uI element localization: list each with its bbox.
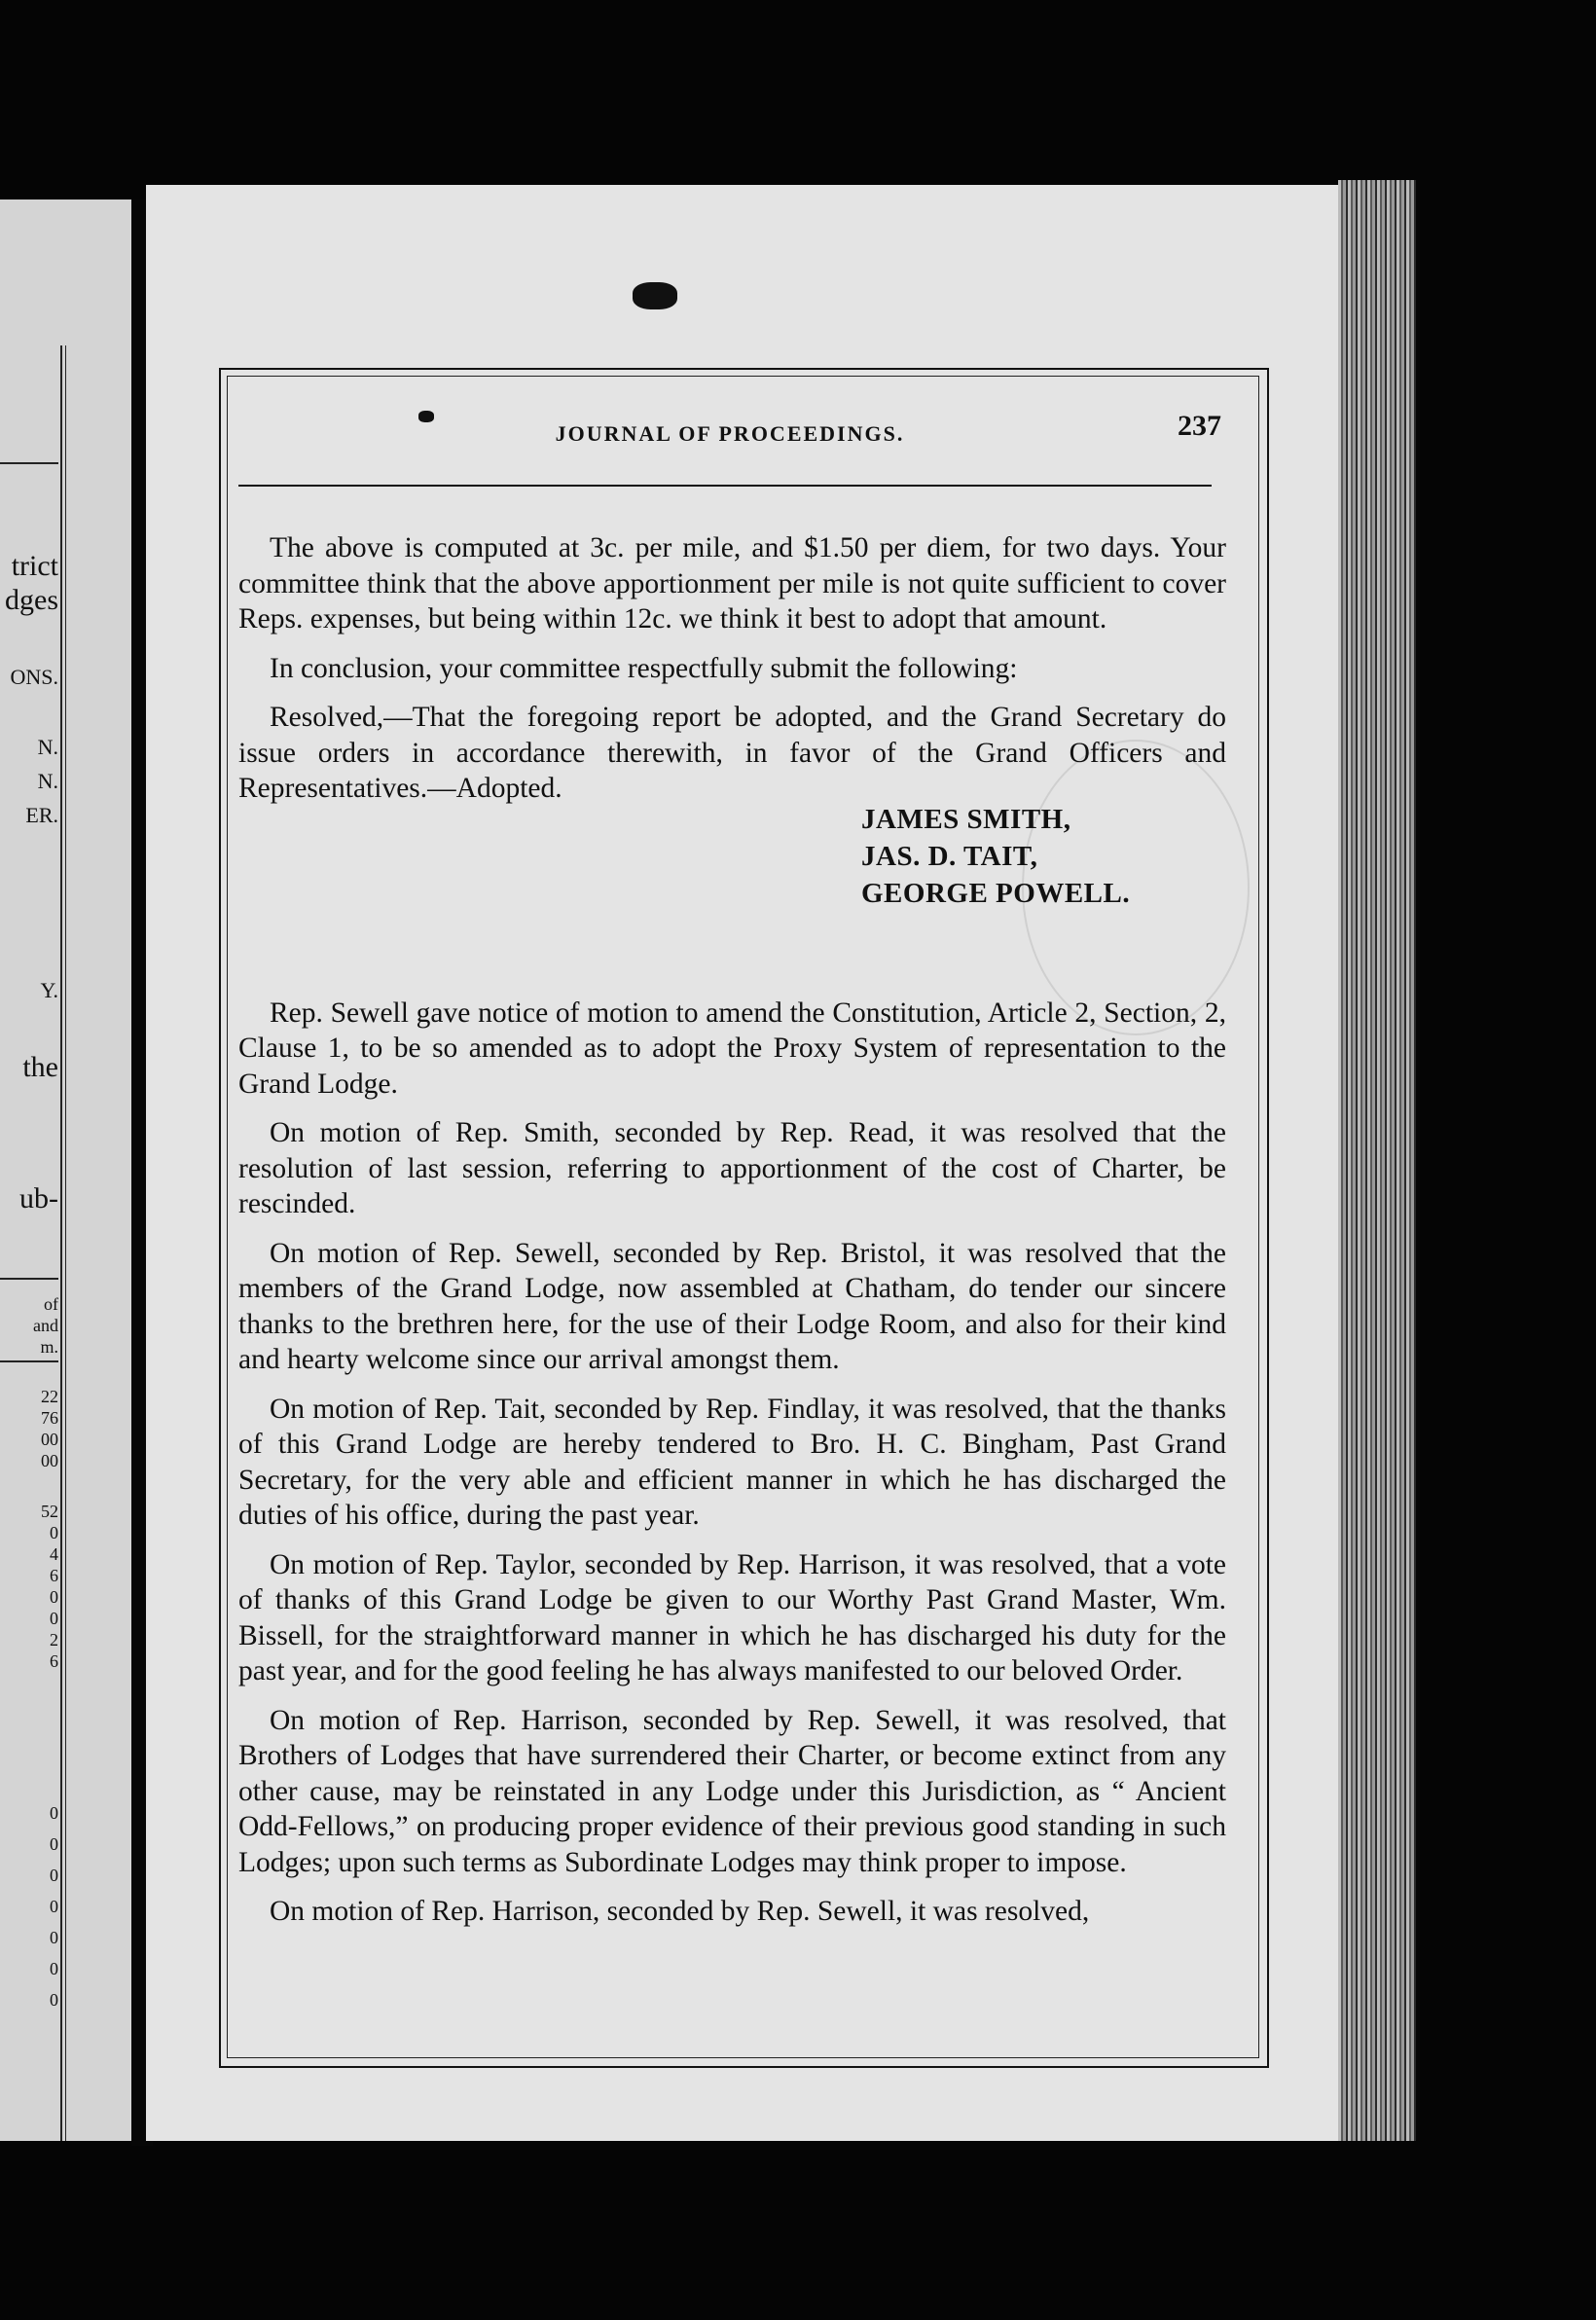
left-page-digit: 0 — [50, 1897, 58, 1916]
left-page-digit: 0 — [50, 1523, 58, 1542]
page-stack-edge — [1338, 180, 1416, 2141]
left-page-frame-rule — [60, 345, 66, 2141]
motion-paragraph: On motion of Rep. Harrison, seconded by Rep. Sewell, it was resolved, that Brothers of Lodges that have surrendered their Charter, or become extinct from any other cause, may be reinstated in any Lodge under this Jurisdiction, as “ Ancient Odd-Fellows,” on producing proper evidence of their previous good standing in such Lodges; upon such terms as Subordinate Lodges may think proper to impose. — [238, 1704, 1226, 1878]
left-page-digit: 00 — [41, 1451, 58, 1470]
left-page-digit: 0 — [50, 1959, 58, 1978]
left-page-fragment: the — [22, 1051, 58, 1083]
left-page-digit: 00 — [41, 1430, 58, 1449]
motion-paragraph: Rep. Sewell gave notice of motion to amend the Constitution, Article 2, Section, 2, Clause 1, to be so amended as to adopt the Proxy System of representation to the Grand Lodge. — [238, 997, 1226, 1100]
running-title: JOURNAL OF PROCEEDINGS. — [555, 421, 905, 446]
ink-blot — [633, 282, 677, 309]
running-head — [243, 404, 1221, 453]
left-page-fragment: of — [44, 1294, 58, 1314]
left-page-digit: 52 — [41, 1502, 58, 1521]
previous-page-edge — [0, 199, 131, 2141]
signature-line: JAMES SMITH, — [861, 803, 1071, 835]
left-page-rule — [0, 1278, 58, 1280]
left-page-digit: 0 — [50, 1866, 58, 1885]
left-page-fragment: N. — [37, 735, 58, 759]
page-number: 237 — [1178, 410, 1221, 442]
paragraph: Resolved,—That the foregoing report be adopted, and the Grand Secretary do issue orders in accordance therewith, in favor of the Grand Officers and Representatives.—Adopted. — [238, 702, 1226, 804]
left-page-digit: 0 — [50, 1609, 58, 1628]
motion-paragraph: On motion of Rep. Smith, seconded by Rep. Read, it was resolved that the resolution of last session, referring to apportionment of the cost of Charter, be rescinded. — [238, 1117, 1226, 1219]
left-page-digit: 0 — [50, 1587, 58, 1607]
left-page-fragment: ONS. — [10, 665, 58, 689]
left-page-digit: 4 — [50, 1544, 58, 1564]
left-page-fragment: trict — [11, 550, 58, 582]
left-page-fragment: N. — [37, 769, 58, 793]
signature-line: GEORGE POWELL. — [861, 877, 1131, 909]
left-page-fragment: ER. — [25, 803, 58, 827]
left-page-rule — [0, 1360, 58, 1362]
left-page-fragment: and — [33, 1316, 58, 1335]
page-body — [238, 530, 1226, 1943]
left-page-fragment: dges — [5, 584, 58, 616]
left-page-digit: 0 — [50, 1803, 58, 1823]
left-page-fragment: ub- — [19, 1182, 58, 1214]
left-page-digit: 2 — [50, 1630, 58, 1649]
motion-paragraph: On motion of Rep. Sewell, seconded by Rep. Bristol, it was resolved that the members of the Grand Lodge, now assembled at Chatham, do tender our sincere thanks to the brethren here, for the use of their Lodge Room, and also for their kind and hearty welcome since our arrival amongst them. — [238, 1237, 1226, 1375]
left-page-digit: 6 — [50, 1566, 58, 1585]
left-page-digit: 0 — [50, 1928, 58, 1947]
motion-paragraph: On motion of Rep. Tait, seconded by Rep. Findlay, it was resolved, that the thanks of this Grand Lodge are hereby tendered to Bro. H. C. Bingham, Past Grand Secretary, for the very able and efficient manner in which he has discharged the duties of his office, during the past year. — [238, 1393, 1226, 1531]
left-page-digit: 6 — [50, 1651, 58, 1671]
signature-block — [238, 801, 1226, 912]
header-rule — [238, 485, 1212, 487]
motion-paragraph: On motion of Rep. Taylor, seconded by Rep. Harrison, it was resolved, that a vote of thanks of this Grand Lodge be given to our Worthy Past Grand Master, Wm. Bissell, for the straightforward manner in which he has discharged his duty for the past year, and for the good feeling he has always manifested to our beloved Order. — [238, 1548, 1226, 1686]
left-page-fragment: Y. — [40, 978, 58, 1002]
motion-paragraph: On motion of Rep. Harrison, seconded by Rep. Sewell, it was resolved, — [270, 1896, 1090, 1927]
signature-line: JAS. D. TAIT, — [861, 840, 1038, 872]
left-page-digit: 0 — [50, 1834, 58, 1854]
paragraph: In conclusion, your committee respectfully submit the following: — [270, 652, 1018, 684]
left-page-digit: 22 — [41, 1387, 58, 1406]
left-page-fragment: m. — [40, 1337, 58, 1357]
paragraph: The above is computed at 3c. per mile, and $1.50 per diem, for two days. Your committee think that the above apportionment per mile is not quite sufficient to cover Reps. expenses, but being within 12c. we think it best to adopt that amount. — [238, 532, 1226, 634]
left-page-rule — [0, 462, 58, 464]
left-page-digit: 0 — [50, 1990, 58, 2010]
left-page-digit: 76 — [41, 1408, 58, 1428]
